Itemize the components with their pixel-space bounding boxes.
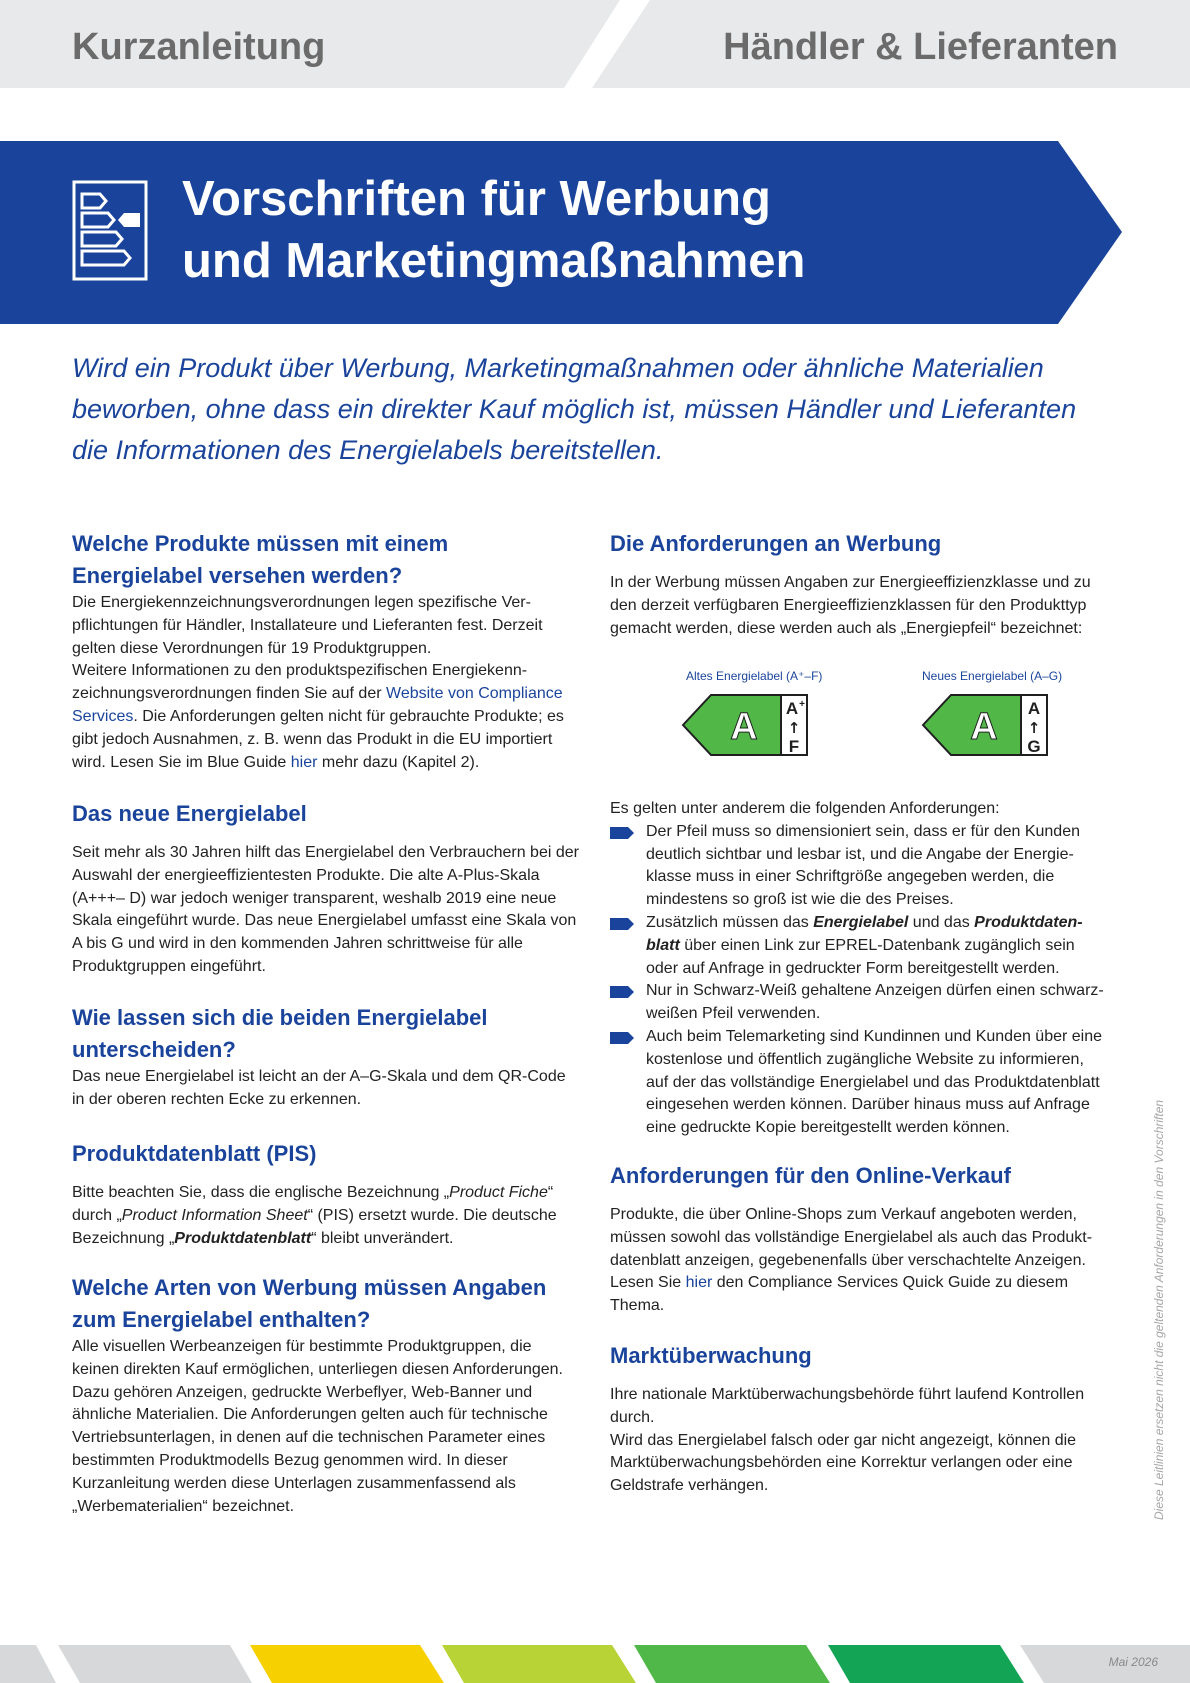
section-title: Die Anforderungen an Werbung [610,531,942,556]
text-run: über einen Link zur EPREL-Datenbank zugänglich sein oder auf Anfrage in gedruckter Form bereitgestellt werden. [646,936,1075,977]
old-label-top: A [785,699,799,718]
section-title: Das neue Energielabel [72,801,307,826]
requirements-list [610,821,1110,1140]
section-text: Ihre nationale Marktüberwachungsbehörde führt laufend Kontrollen durch. [610,1386,1085,1426]
section-title: Produktdatenblatt (PIS) [72,1141,317,1166]
text-run: Weitere Informationen zu den produktspezifischen Energiekennzeichnungsverordnungen finden Sie auf der [72,662,528,703]
list-item [610,980,1110,1026]
section-title: Welche Produkte müssen mit einem Energielabel versehen werden? [72,531,449,588]
text-run: Zusätzlich müssen das [646,913,814,931]
section-title: Welche Arten von Werbung müssen Angaben zum Energielabel enthalten? [72,1275,547,1332]
page-title-line-1: Vorschriften für Werbung [182,172,771,226]
req-text: Auch beim Telemarketing sind Kundinnen und Kunden über eine kostenlose und öffentlich zugängliche Website zu informieren, auf der das vollständige Energielabel und das Produktdatenblatt eingesehen werden können. Darüber hinaus muss auf Anfrage eine gedruckte Kopie bereitgestellt werden können. [646,1027,1103,1137]
text-run-bold-italic: Produktdatenblatt [646,913,1083,954]
old-label-top-sup: + [799,699,805,710]
new-label-arrow-up: ↑ [1027,719,1041,737]
intro-text: Wird ein Produkt über Werbung, Marketingmaßnahmen oder ähnliche Materialien beworben, ohne dass ein direkter Kauf möglich ist, müssen Händler und Lieferanten die Informationen des Energielabels bereitstellen. [72,353,1077,465]
section-ad-requirements [610,528,1110,640]
header-bar [0,0,1190,88]
section-market-surveillance [610,1340,1110,1498]
page-title [182,168,1042,292]
old-label-class: A [730,706,758,748]
section-title: Anforderungen für den Online-Verkauf [610,1163,1011,1188]
text-run: “ (PIS) ersetzt wurde. Die deutsche Bezeichnung „ [72,1206,557,1247]
arrow-bullet-icon [610,827,634,839]
list-item [610,912,1110,980]
section-text [610,1204,1110,1318]
section-distinguish [72,1002,580,1112]
text-run-bold-italic: Produktdatenblatt [174,1229,312,1247]
text-run-italic: Product Information Sheet [121,1206,308,1224]
text-run: den Compliance Services Quick Guide zu diesem Thema. [610,1274,1069,1315]
energy-arrow-graphics [610,687,1110,767]
arrow-bullet-icon [610,986,634,998]
old-label-caption: Altes Energielabel (A⁺–F) [686,669,823,683]
header-right-label: Händler & Lieferanten [723,26,1118,68]
text-run-bold-italic: Energielabel [813,913,909,931]
quick-guide-link[interactable]: hier [685,1274,713,1292]
text-run: Produkte, die über Online-Shops zum Verkauf angeboten werden, müssen sowohl das vollständige Energielabel als auch das Produktdatenblatt anzeigen, gegebenenfalls über verschachtelte Anzeigen. Lesen Sie [610,1206,1093,1292]
arrow-bullet-icon [610,918,634,930]
list-item [610,821,1110,912]
section-text: Die Energiekennzeichnungsverordnungen legen spezifische Verpflichtungen für Händler, Installateure und Lieferanten fest. Derzeit gelten diese Verordnungen für 19 Produktgruppen. [72,594,543,657]
section-text-2 [72,660,580,774]
page-title-line-2: und Marketingmaßnahmen [182,234,806,288]
new-label-bottom: G [1027,737,1041,756]
req-text: Nur in Schwarz-Weiß gehaltene Anzeigen dürfen einen schwarz-weißen Pfeil verwenden. [646,982,1104,1023]
new-label-top: A [1027,699,1041,718]
side-disclaimer: Diese Leitlinien ersetzen nicht die geltenden Anforderungen in den Vorschriften [1152,1099,1166,1520]
section-title: Marktüberwachung [610,1343,812,1368]
text-run: mehr dazu (Kapitel 2). [317,753,480,771]
list-item [610,1026,1110,1140]
new-label-caption: Neues Energielabel (A–G) [922,669,1063,683]
reqs-intro: Es gelten unter anderem die folgenden Anforderungen: [610,800,1000,817]
text-run: Bitte beachten Sie, dass die englische Bezeichnung „ [72,1184,450,1201]
text-run: “ durch „ [72,1184,554,1224]
req-text: Der Pfeil muss so dimensioniert sein, dass er für den Kunden deutlich sichtbar und lesbar ist, und die Angabe der Energieklasse muss in einer Schriftgröße angegeben werden, die mindestens so groß ist wie die des Preises. [646,822,1080,909]
energy-arrows [610,665,1110,765]
section-advertising-types [72,1272,580,1518]
new-label-class: A [970,706,998,748]
old-label-arrow-up: ↑ [787,719,801,737]
section-pis [72,1138,580,1250]
text-run: “ bleibt unverändert. [311,1229,454,1247]
section-text: Seit mehr als 30 Jahren hilft das Energielabel den Verbrauchern bei der Auswahl der energieeffizientesten Produkte. Die alte A-Plus-Skala (A+++– D) war jedoch weniger transparent, weshalb 2019 eine neue Skala eingeführt wurde. Das neue Energielabel umfasst eine Skala von A bis G und wird in den kommenden Jahren schrittweise für alle Produktgruppen eingeführt. [72,844,579,975]
blue-guide-link[interactable]: hier [290,753,318,771]
section-text: Das neue Energielabel ist leicht an der A–G-Skala und dem QR-Code in der oberen rechten Ecke zu erkennen. [72,1068,566,1108]
footer-color-strip [0,1645,1190,1683]
text-run-italic: Product Fiche [449,1184,548,1201]
section-products [72,528,580,774]
header-left-label: Kurzanleitung [72,26,326,68]
section-requirements-list [610,798,1110,1140]
energy-label-icon [72,180,148,281]
arrow-bullet-icon [610,1032,634,1044]
section-online-sales [610,1160,1110,1318]
section-title: Wie lassen sich die beiden Energielabel unterscheiden? [72,1005,488,1062]
section-text: Alle visuellen Werbeanzeigen für bestimmte Produktgruppen, die keinen direkten Kauf ermöglichen, unterliegen diesen Anforderungen. Dazu gehören Anzeigen, gedruckte Werbeflyer, Web-Banner und ähnliche Materialien. Die Anforderungen gelten auch für technische Vertriebsunterlagen, in denen auf die technischen Parameter eines bestimmten Produktmodells Bezug genommen wird. In dieser Kurzanleitung werden diese Unterlagen zusammenfassend als „Werbematerialien“ bezeichnet. [72,1338,563,1515]
section-text-2: Wird das Energielabel falsch oder gar nicht angezeigt, können die Marktüberwachungsbehörden eine Korrektur verlangen oder eine Geldstrafe verhängen. [610,1431,1077,1495]
text-run: und das [908,913,975,931]
section-text [72,1182,580,1250]
section-text: In der Werbung müssen Angaben zur Energieeffizienzklasse und zu den derzeit verfügbaren Energieeffizienzklassen für den Produkttyp gemacht werden, diese werden auch als „Energiepfeil“ bezeichnet: [610,574,1091,637]
compliance-services-link[interactable]: Website von Compliance Services [72,685,563,725]
section-new-label [72,798,580,979]
old-label-bottom: F [788,737,800,756]
footer-date: Mai 2026 [1108,1655,1158,1669]
text-run: . Die Anforderungen gelten nicht für gebrauchte Produkte; es gibt jedoch Ausnahmen, z. B. wenn das Produkt in die EU importiert wird. Lesen Sie im Blue Guide [72,707,564,771]
